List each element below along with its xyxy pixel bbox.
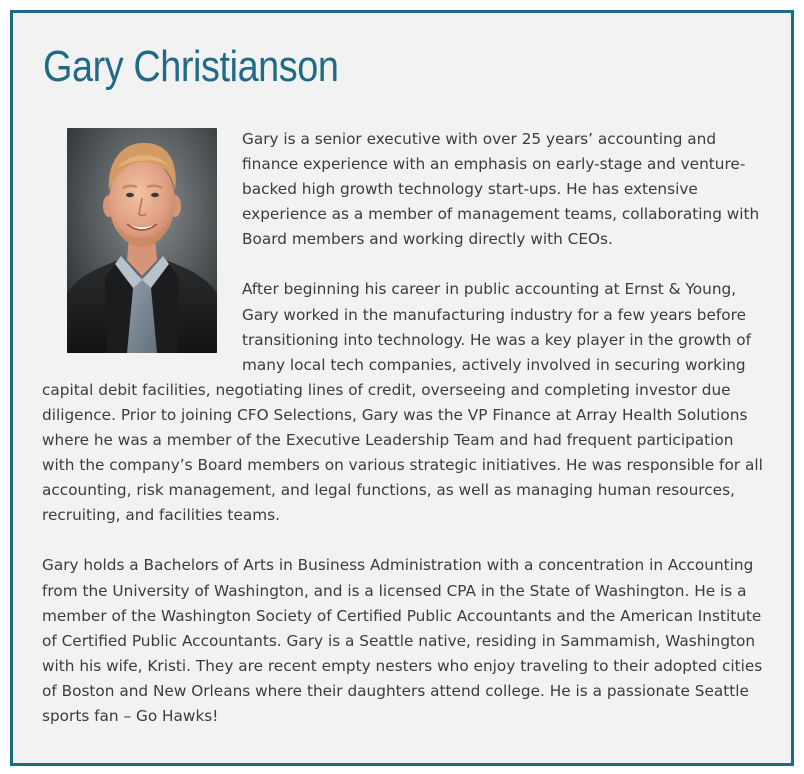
profile-photo xyxy=(67,128,217,353)
profile-card xyxy=(10,10,794,766)
bio-paragraph-3: Gary holds a Bachelors of Arts in Business Administration with a concentration in Accounting from the University of Washington, and is a licensed CPA in the State of Washington. He is a member of the Washington Society of Certified Public Accountants and the American Institute of Certified Public Accountants. Gary is a Seattle native, residing in Sammamish, Washington with his wife, Kristi. They are recent empty nesters who enjoy traveling to their adopted cities of Boston and New Orleans where their daughters attend college. He is a passionate Seattle sports fan – Go Hawks! xyxy=(42,556,763,725)
bio-paragraph-2: After beginning his career in public accounting at Ernst & Young, Gary worked in the manufacturing industry for a few years before transitioning into technology. He was a key player in the growth of many local tech companies, actively involved in securing working capital debit facilities, negotiating lines of credit, overseeing and completing investor due diligence. Prior to joining CFO Selections, Gary was the VP Finance at Array Health Solutions where he was a member of the Executive Leadership Team and had frequent participation with the company’s Board members on various strategic initiatives. He was responsible for all accounting, risk management, and legal functions, as well as managing human resources, recruiting, and facilities teams. xyxy=(42,280,763,525)
bio-paragraph-1: Gary is a senior executive with over 25 years’ accounting and finance experience with an emphasis on early-stage and venture-backed high growth technology start-ups. He has extensive experience as a member of management teams, collaborating with Board members and working directly with CEOs. xyxy=(242,130,760,249)
profile-name: Gary Christianson xyxy=(43,42,339,91)
bio-section xyxy=(42,127,764,754)
